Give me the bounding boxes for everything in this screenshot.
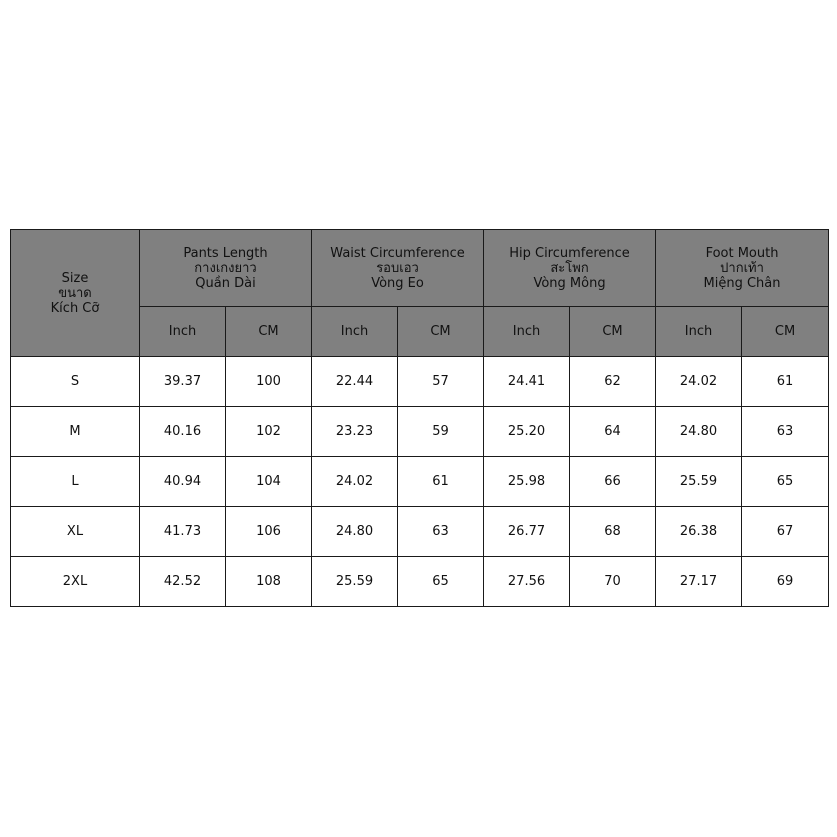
unit-header: CM <box>570 307 656 357</box>
group-header-line: ปากเท้า <box>720 260 764 276</box>
value-cell: 63 <box>398 507 484 557</box>
value-cell: 24.02 <box>312 457 398 507</box>
unit-header: Inch <box>140 307 226 357</box>
value-cell: 23.23 <box>312 407 398 457</box>
group-header-line: Vòng Eo <box>371 275 424 291</box>
value-cell: 104 <box>226 457 312 507</box>
value-cell: 25.20 <box>484 407 570 457</box>
unit-header: Inch <box>312 307 398 357</box>
value-cell: 57 <box>398 357 484 407</box>
header-row-groups <box>11 230 829 307</box>
value-cell: 62 <box>570 357 656 407</box>
value-cell: 69 <box>742 557 829 607</box>
group-header-line: สะโพก <box>550 260 589 276</box>
group-header-waist <box>312 230 484 307</box>
value-cell: 27.56 <box>484 557 570 607</box>
value-cell: 64 <box>570 407 656 457</box>
size-column-header <box>11 230 140 357</box>
table-row <box>11 557 829 607</box>
value-cell: 68 <box>570 507 656 557</box>
value-cell: 22.44 <box>312 357 398 407</box>
size-header-th: ขนาด <box>58 285 92 301</box>
group-header-foot-mouth <box>656 230 829 307</box>
group-header-line: Vòng Mông <box>533 275 606 291</box>
size-cell: 2XL <box>11 557 140 607</box>
unit-header: CM <box>226 307 312 357</box>
size-cell: L <box>11 457 140 507</box>
value-cell: 108 <box>226 557 312 607</box>
group-header-line: Quần Dài <box>195 275 256 291</box>
size-header-vi: Kích Cỡ <box>50 300 100 316</box>
table-row <box>11 357 829 407</box>
table-row <box>11 507 829 557</box>
value-cell: 102 <box>226 407 312 457</box>
group-header-hip <box>484 230 656 307</box>
size-cell: S <box>11 357 140 407</box>
value-cell: 24.80 <box>656 407 742 457</box>
value-cell: 25.59 <box>656 457 742 507</box>
value-cell: 61 <box>742 357 829 407</box>
group-header-line: Hip Circumference <box>509 245 630 261</box>
value-cell: 24.41 <box>484 357 570 407</box>
group-header-line: รอบเอว <box>376 260 419 276</box>
value-cell: 41.73 <box>140 507 226 557</box>
unit-header: Inch <box>656 307 742 357</box>
value-cell: 63 <box>742 407 829 457</box>
group-header-line: กางเกงยาว <box>194 260 257 276</box>
group-header-line: Pants Length <box>183 245 268 261</box>
value-cell: 40.16 <box>140 407 226 457</box>
group-header-pants-length <box>140 230 312 307</box>
group-header-line: Miệng Chân <box>703 275 781 291</box>
size-chart-table <box>10 229 829 607</box>
value-cell: 42.52 <box>140 557 226 607</box>
table-row <box>11 407 829 457</box>
value-cell: 27.17 <box>656 557 742 607</box>
value-cell: 26.38 <box>656 507 742 557</box>
value-cell: 67 <box>742 507 829 557</box>
unit-header: CM <box>398 307 484 357</box>
value-cell: 24.02 <box>656 357 742 407</box>
unit-header: Inch <box>484 307 570 357</box>
value-cell: 25.98 <box>484 457 570 507</box>
value-cell: 39.37 <box>140 357 226 407</box>
value-cell: 24.80 <box>312 507 398 557</box>
value-cell: 61 <box>398 457 484 507</box>
value-cell: 66 <box>570 457 656 507</box>
value-cell: 26.77 <box>484 507 570 557</box>
value-cell: 106 <box>226 507 312 557</box>
group-header-line: Waist Circumference <box>330 245 465 261</box>
unit-header: CM <box>742 307 829 357</box>
size-cell: XL <box>11 507 140 557</box>
size-cell: M <box>11 407 140 457</box>
group-header-line: Foot Mouth <box>705 245 779 261</box>
value-cell: 59 <box>398 407 484 457</box>
value-cell: 70 <box>570 557 656 607</box>
value-cell: 65 <box>742 457 829 507</box>
value-cell: 25.59 <box>312 557 398 607</box>
size-header-en: Size <box>61 270 89 286</box>
table-row <box>11 457 829 507</box>
value-cell: 65 <box>398 557 484 607</box>
value-cell: 100 <box>226 357 312 407</box>
value-cell: 40.94 <box>140 457 226 507</box>
